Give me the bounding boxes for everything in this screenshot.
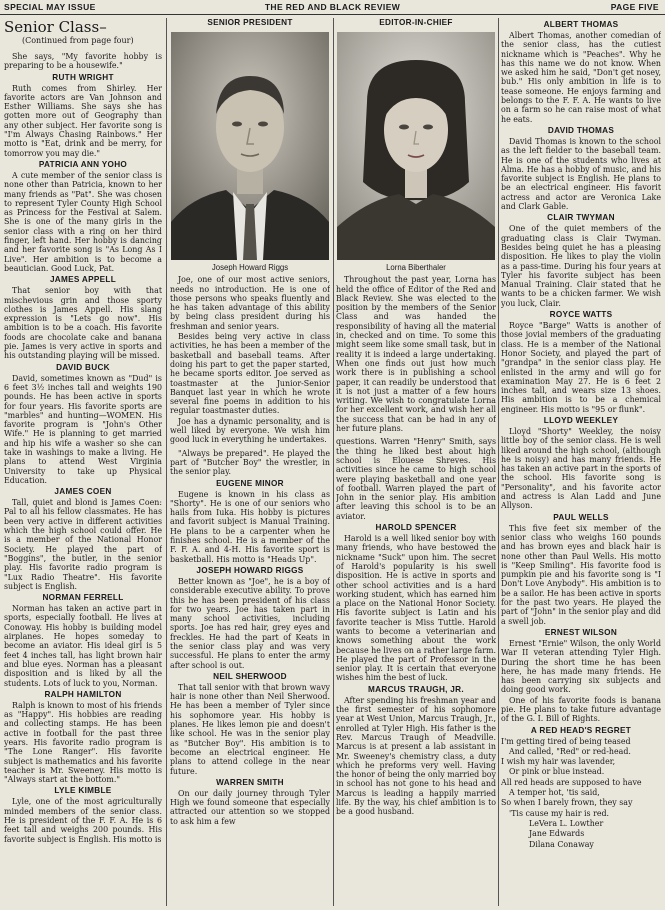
student-bio: That tall senior with that brown wavy hair is none other than Neil Sherwood. He has been a member of Tyler since his sophomore year. His hobby is planes. He likes lemon pie and doesn't like school. He was in the senior play as "Butcher Boy". His ambition is to become an electrical engineer. He plans to attend college in the near future. [170, 682, 330, 776]
student-name: PAUL WELLS [553, 512, 609, 522]
poem-line: A temper hot, 'tis said, [509, 788, 600, 798]
student-name: EUGENE MINOR [216, 478, 284, 488]
article-paragraph: Joe, one of our most active seniors, needs no introduction. He is one of those persons who speaks fluently and he has taken advantage of this ability by being class president during his freshman and senior years. [170, 275, 330, 331]
column-1 [4, 18, 162, 906]
article-paragraph: Throughout the past year, Lorna has held the office of Editor of the Red and Black Review. She was elected to the position by the members of the Senior Class and was handed the responsibility of having all the material in, checked and on time. To some this might seem like some small task, but in reality it is indeed a large undertaking. When one finds out just how much work there is in publishing a school paper, it can readily be understood that it is not just a matter of a few hours writing. We wish to congratulate Lorna for her excellent work, and wish her all the success that can be had in any of her future plans. [336, 275, 496, 434]
student-name: ERNEST WILSON [544, 627, 618, 637]
article-title: Senior Class– [4, 18, 107, 36]
student-name: MARCUS TRAUGH, JR. [368, 684, 464, 694]
student-name: CLAIR TWYMAN [547, 213, 615, 223]
continuation-note: (Continued from page four) [22, 36, 134, 45]
column-rule [166, 18, 167, 906]
poem-author: Jane Edwards [529, 829, 585, 839]
student-bio: Ruth comes from Shirley. Her favorite actors are Van Johnson and Esther Williams. She says she has gotten more out of Geography than any other subject. Her favorite song is "I'm Always Chasing Rainbows." Her motto is "Eat, drink and be merry, for tomorrow you may die." [4, 83, 162, 158]
photo-heading: SENIOR PRESIDENT [207, 18, 293, 27]
student-name: JAMES COEN [54, 487, 112, 497]
student-bio: Tall, quiet and blond is James Coen: Pal to all his fellow classmates. He has been very active in different activities which the high school could offer. He is a member of the National Honor Society. He played the part of "Boggins", the butler, in the senior play. His favorite radio program is "Lux Radio Theatre". His favorite subject is English. [4, 498, 162, 591]
poem [501, 726, 661, 849]
student-bio: Ralph is known to most of his friends as "Happy". His hobbies are reading and collecting stamps. He has been active in football for the past three years. His favorite radio program is "The Lone Ranger". His favorite subject is mathematics and his favorite teacher is Mr. Sweeney. His motto is "Always start at the bottom." [4, 700, 162, 785]
photo-caption: Joseph Howard Riggs [211, 263, 289, 272]
student-bio: Eugene is known in his class as "Shorty". He is one of our seniors who hails from Iuka. His hobby is pictures and favorit subject is Manual Training. He plans to be a carpenter when he finishes school. He is a member of the F. F. A. and 4-H. His favorite sport is basketball. His motto is "Heads Up". [170, 489, 330, 564]
column-rule [333, 18, 334, 906]
student-name: RUTH WRIGHT [52, 72, 114, 82]
poem-author: LeVera L. Lowther [529, 818, 604, 828]
page-header [0, 0, 665, 15]
student-bio: A cute member of the senior class is none other than Patricia, known to her many friends as "Pat". She was chosen to represent Tyler County High School as Princess for the Festival at Salem. She is one of the many girls in the senior class with a ring on her third finger, left hand. Her hobby is dancing and her favorite song is "As Long As I Live". Her ambition is to become a beautician. Good Luck, Pat. [4, 170, 162, 273]
article-paragraph: "Always be prepared". He played the part of "Butcher Boy" the wrestler, in the senior play. [170, 448, 330, 477]
student-bio: That senior boy with that mischevious grin and those sporty clothes is James Appell. His slang expression is "Lets go now". His ambition is to be a coach. His favorite foods are chocolate cake and banana pie. James is very active in sports and his outstanding playing will be missed. [4, 286, 162, 361]
student-name: DAVID BUCK [56, 362, 110, 372]
student-name: JAMES APPELL [49, 275, 117, 285]
student-bio: On our daily journey through Tyler High we found someone that especially attracted our attention so we stopped to ask him a few [170, 788, 330, 826]
editor-photo [337, 32, 495, 260]
student-name: NORMAN FERRELL [42, 593, 124, 603]
poem-line: So when I barely frown, they say [501, 798, 633, 808]
poem-line: Or pink or blue instead. [509, 767, 605, 777]
poem-author: Dilana Conaway [529, 839, 594, 849]
poem-line: I'm getting tired of being teased [501, 736, 631, 746]
masthead-title: THE RED AND BLACK REVIEW [264, 2, 401, 12]
photo-caption: Lorna Biberthaler [386, 263, 446, 272]
column-rule [498, 18, 499, 906]
student-name: WARREN SMITH [216, 777, 284, 787]
student-bio: Ernest "Ernie" Wilson, the only World War II veteran attending Tyler High. During the short time he has been here, he has made many friends. He has been carrying six subjects and doing good work. [501, 638, 661, 695]
poem-line: I wish my hair was lavender, [501, 757, 616, 767]
article-paragraph: Joe has a dynamic personality, and is well liked by everyone. We wish him good luck in everything he undertakes. [170, 416, 330, 445]
column-3 [336, 18, 496, 906]
student-name: RALPH HAMILTON [44, 689, 122, 699]
student-bio: Lloyd "Shorty" Weekley, the noisy little boy of the senior class. He is well liked around the high school, (although he is noisy) and has many friends. He has taken an active part in the sports of the school. His favorite song is "Personality", and his favorite actor and actress is Alan Ladd and June Allyson. [501, 426, 661, 511]
student-bio: Albert Thomas, another comedian of the senior class, has the cutiest nickname which is "Peaches". Why he has this name we do not know. When we asked him he said, "Don't get nosey, bub." His only ambition in life is to tease someone. He enjoys farming and belongs to the F. F. A. He wants to live on a farm so he can raise most of what he eats. [501, 31, 661, 124]
photo-heading: EDITOR-IN-CHIEF [379, 18, 453, 27]
student-name: PATRICIA ANN YOHO [38, 159, 128, 169]
article-paragraph: She says, "My favorite hobby is preparing to be a housewife." [4, 52, 162, 71]
student-name: JOSEPH HOWARD RIGGS [196, 565, 304, 575]
student-name: DAVID THOMAS [547, 125, 615, 135]
student-bio: David Thomas is known to the school as the left fielder to the baseball team. He is one of the students who lives at Alma. He has a hobby of music, and his favorite subject is English. He plans to be an electrical engineer. His favorit actress and actor are Veronica Lake and Clark Gable. [501, 136, 661, 212]
poem-line: And called, "Red" or red-head. [509, 746, 631, 756]
student-name: NEIL SHERWOOD [213, 671, 287, 681]
article-paragraph: questions. Warren "Henry" Smith, says the thing he liked best about high school is Elouese Shreves. His activities since he came to high school were playing basketball and one year of football. Warren played the part of John in the senior play. His ambition after leaving this school is to be an aviator. [336, 437, 496, 521]
student-bio: Harold is a well liked senior boy with many friends, who have bestowed the nickname "Suck" upon him. The secret of Harold's popularity is his swell disposition. He is active in sports and other school activities and is a hard working student, which has earned him a place on the National Honor Society. His favorite subject is Latin and his favorite teacher is Miss Tuttle. Harold wants to become a veterinarian and knows something about the work because he lives on a rather large farm. He played the part of Professor in the senior play. It is certain that everyone wishes him the best of luck. [336, 534, 496, 683]
student-name: LYLE KIMBLE [54, 786, 112, 796]
column-4 [501, 18, 661, 906]
student-name: HAROLD SPENCER [375, 523, 457, 533]
student-bio: Norman has taken an active part in sports, especially football. He lives at Conoway. His hobby is building model airplanes. He hopes someday to become an aviator. His ideal girl is 5 feet 4 inches tall, has light brown hair and blue eyes. Norman has a pleasant disposition and is liked by all the students. Lots of luck to you, Norman. [4, 604, 162, 688]
poem-line: 'Tis cause my hair is red. [509, 808, 610, 818]
article-paragraph: Besides being very active in class activities, he has been a member of the basketball and baseball teams. After doing his part to get the paper started, he became sports editor. Joe served as toastmaster at the Junior-Senior Banquet last year in which he wrote several fine poems in addition to his regular toastmaster duties. [170, 332, 330, 416]
student-name: ROYCE WATTS [549, 310, 613, 320]
poem-title: A RED HEAD'S REGRET [530, 725, 632, 735]
page-number: PAGE FIVE [610, 2, 659, 12]
student-bio: One of the quiet members of the graduating class is Clair Twyman. Besides being quiet he has a pleasing disposition. He likes to play the violin as a pass-time. During his four years at Tyler his favorite subject has been Manual Training. Clair stated that he wants to be a chicken farmer. We wish you luck, Clair. [501, 224, 661, 308]
issue-label: SPECIAL MAY ISSUE [4, 2, 96, 12]
student-bio: Better known as "Joe", he is a boy of considerable executive ability. To prove this he has been president of his class for two years. Joe has taken part in many school activities, including sports. Joe has red hair, grey eyes and freckles. He had the part of Keats in the senior class play and was very successful. He plans to enter the army after school is out. [170, 576, 330, 670]
student-name: ALBERT THOMAS [543, 20, 619, 29]
student-name: LLOYD WEEKLEY [543, 415, 619, 425]
student-bio: After spending his freshman year and the first semester of his sophomore year at West Union, Marcus Traugh, Jr., enrolled at Tyler High. His father is the Rev. Marcus Traugh of Meadville. Marcus is at present a lab assistant in Mr. Sweeney's chemistry class, a duty which he preforms very well. Having the honor of being the only married boy in school has not gone to his head and Marcus is leading a happily married life. By the way, his chief ambition is to be a good husband. [336, 695, 496, 817]
poem-line: All red heads are supposed to have [501, 777, 642, 787]
student-bio: Royce "Barge" Watts is another of those jovial members of the graduating class. He is a member of the National Honor Society, and played the part of "grandpa" in the senior class play. He enlisted in the army and will go for examination May 27. He is 6 feet 2 inches tall, and wears size 13 shoes. His ambition is to be a chemical engineer. His motto is "95 or flunk". [501, 321, 661, 414]
senior-president-photo [171, 32, 329, 260]
student-bio: This five feet six member of the senior class who weighs 160 pounds and has brown eyes and black hair is none other than Paul Wells. His motto is "Keep Smiling". His favorite food is pumpkin pie and his favorite song is "I Don't Love Anybody". His ambition is to be a sailor. He has been active in sports for the past two years. He played the part of "John" in the senior play and did a swell job. [501, 523, 661, 626]
student-bio: One of his favorite foods is banana pie. He plans to take future advantage of the G. I. Bill of Rights. [501, 695, 661, 724]
student-bio: Lyle, one of the most agriculturally minded members of the senior class. He is president of the F. F. A. He is 6 feet tall and weighs 200 pounds. His favorite subject is English. His motto is [4, 797, 162, 844]
column-2 [170, 18, 330, 906]
student-bio: David, sometimes known as "Dud" is 6 feet 3½ inches tall and weights 190 pounds. He has been active in sports for four years. His favorite sports are "marbles" and hunting—WOMEN. His favorite program is "John's Other Wife." He is planning to get married and hip his wife a washer so she can take in washings to make a living. He plans to attend West Virginia University to take up Physical Education. [4, 373, 162, 485]
